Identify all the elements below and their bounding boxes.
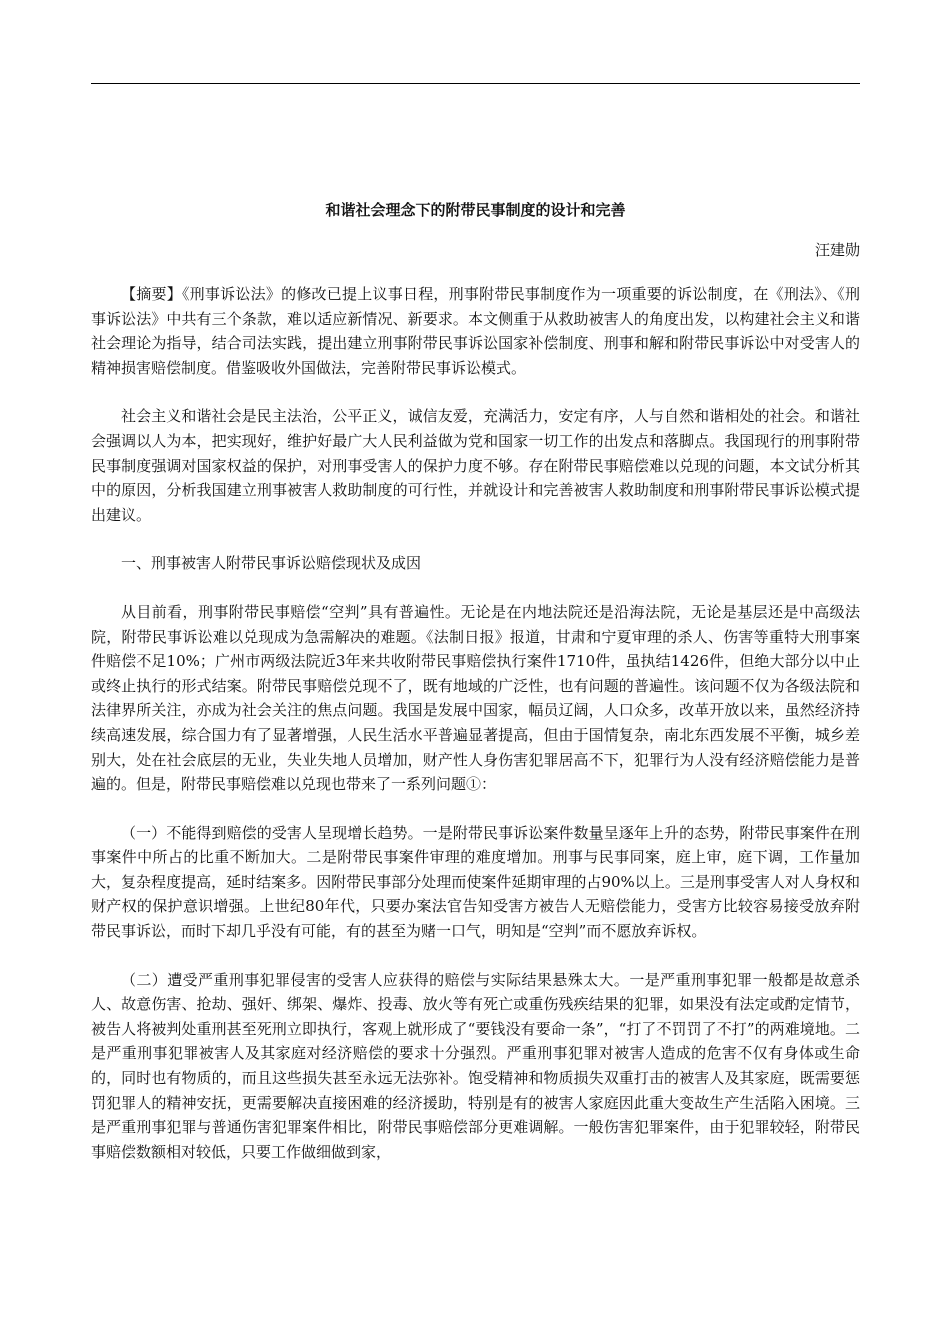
body-paragraph: （一）不能得到赔偿的受害人呈现增长趋势。一是附带民事诉讼案件数量呈逐年上升的态势，附带民事案件在刑事案件中所占的比重不断加大。二是附带民事案件审理的难度增加。刑事与民事同案，庭上审，庭下调，工作量加大，复杂程度提高，延时结案多。因附带民事部分处理而使案件延期审理的占90%以上。三是刑事受害人对人身权和财产权的保护意识增强。上世纪80年代，只要办案法官告知受害方被告人无赔偿能力，受害方比较容易接受放弃附带民事诉讼，而时下却几乎没有可能，有的甚至为赌一口气，明知是“空判”而不愿放弃诉权。 (91, 823, 860, 941)
author-name: 汪建勋 (814, 241, 860, 259)
document-title: 和谐社会理念下的附带民事制度的设计和完善 (325, 201, 626, 219)
intro-paragraph: 社会主义和谐社会是民主法治，公平正义，诚信友爱，充满活力，安定有序，人与自然和谐相处的社会。和谐社会强调以人为本，把实现好，维护好最广大人民利益做为党和国家一切工作的出发点和落脚点。我国现行的刑事附带民事制度强调对国家权益的保护，对刑事受害人的保护力度不够。存在附带民事赔偿难以兑现的问题，本文试分析其中的原因，分析我国建立刑事被害人救助制度的可行性，并就设计和完善被害人救助制度和刑事附带民事诉讼模式提出建议。 (91, 407, 860, 524)
body-paragraph: 从目前看，刑事附带民事赔偿“空判”具有普遍性。无论是在内地法院还是沿海法院，无论是基层还是中高级法院，附带民事诉讼难以兑现成为急需解决的难题。《法制日报》报道，甘肃和宁夏审理的杀人、伤害等重特大刑事案件赔偿不足10%；广州市两级法院近3年来共收附带民事赔偿执行案件1710件，虽执结1426件，但绝大部分以中止或终止执行的形式结案。附带民事赔偿兑现不了，既有地域的广泛性，也有问题的普遍性。该问题不仅为各级法院和法律界所关注，亦成为社会关注的焦点问题。我国是发展中国家，幅员辽阔，人口众多，改革开放以来，虽然经济持续高速发展，综合国力有了显著增强，人民生活水平普遍显著提高，但由于国情复杂，南北东西发展不平衡，城乡差别大，处在社会底层的无业，失业失地人员增加，财产性人身伤害犯罪居高不下，犯罪行为人没有经济赔偿能力是普遍的。但是，附带民事赔偿难以兑现也带来了一系列问题①： (91, 602, 860, 794)
document-body (91, 198, 860, 1164)
section-heading: 一、刑事被害人附带民事诉讼赔偿现状及成因 (121, 554, 422, 573)
header-rule (91, 83, 860, 84)
body-paragraph: （二）遭受严重刑事犯罪侵害的受害人应获得的赔偿与实际结果悬殊太大。一是严重刑事犯罪一般都是故意杀人、故意伤害、抢劫、强奸、绑架、爆炸、投毒、放火等有死亡或重伤残疾结果的犯罪，如果没有法定或酌定情节，被告人将被判处重刑甚至死刑立即执行，客观上就形成了“要钱没有要命一条”，“打了不罚罚了不打”的两难境地。二是严重刑事犯罪被害人及其家庭对经济赔偿的要求十分强烈。严重刑事犯罪对被害人造成的危害不仅有身体或生命的，同时也有物质的，而且这些损失甚至永远无法弥补。饱受精神和物质损失双重打击的被害人及其家庭，既需要惩罚犯罪人的精神安抚，更需要解决直接困难的经济援助，特别是有的被害人家庭因此重大变故生产生活陷入困境。三是严重刑事犯罪与普通伤害犯罪案件相比，附带民事赔偿部分更难调解。一般伤害犯罪案件，由于犯罪较轻，附带民事赔偿数额相对较低，只要工作做细做到家， (91, 970, 860, 1161)
abstract-paragraph: 【摘要】《刑事诉讼法》的修改已提上议事日程，刑事附带民事制度作为一项重要的诉讼制度，在《刑法》、《刑事诉讼法》中共有三个条款，难以适应新情况、新要求。本文侧重于从救助被害人的角度出发，以构建社会主义和谐社会理论为指导，结合司法实践，提出建立刑事附带民事诉讼国家补偿制度、刑事和解和附带民事诉讼中对受害人的精神损害赔偿制度。借鉴吸收外国做法，完善附带民事诉讼模式。 (91, 285, 860, 377)
